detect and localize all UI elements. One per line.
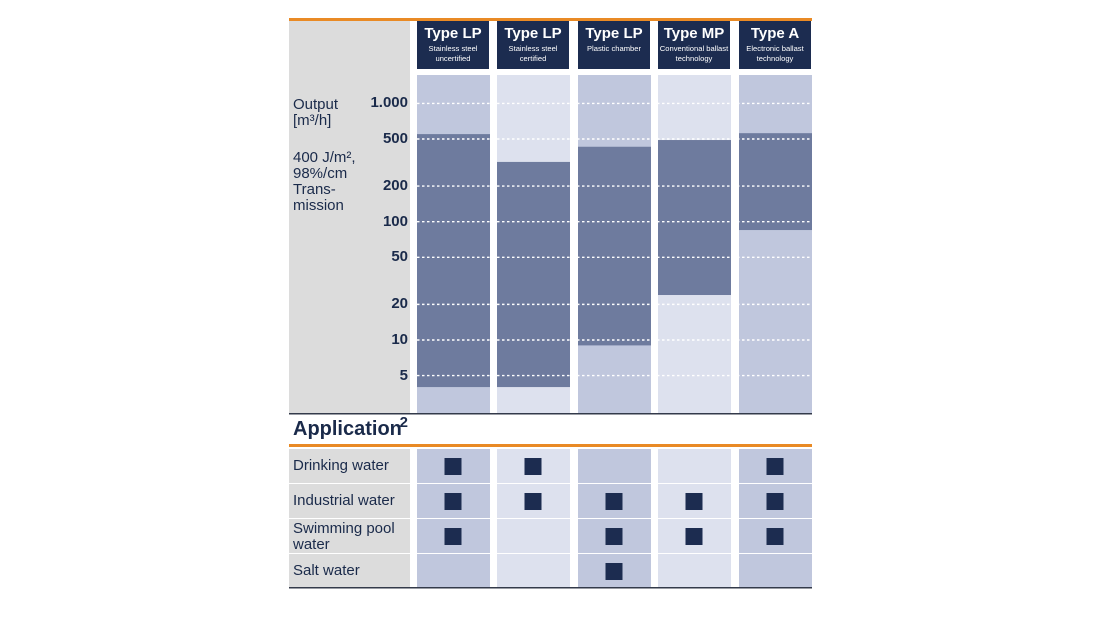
app-cell-bg-3-2 (497, 519, 570, 553)
application-accent-line (289, 444, 812, 447)
output-label (293, 97, 357, 129)
application-row-label: Industrial water (293, 492, 395, 509)
application-mark-4-3 (606, 563, 623, 580)
range-bar-4 (658, 140, 731, 295)
column-header-subtitle: Stainless steel uncertified (428, 44, 478, 63)
y-tick-label: 5 (399, 366, 408, 384)
column-bg-5 (739, 75, 812, 413)
condition-label-text: 400 J/m², 98%/cm Trans-mission (293, 149, 356, 214)
y-tick-label: 200 (382, 177, 408, 195)
column-header-subtitle: Electronic ballast technology (746, 44, 804, 63)
application-mark-3-4 (686, 528, 703, 545)
application-mark-2-2 (525, 493, 542, 510)
column-header-1 (417, 21, 489, 69)
column-header-subtitle: Plastic chamber (586, 44, 642, 53)
application-row-label: Salt water (293, 562, 360, 579)
column-header-type: Type A (750, 25, 800, 42)
column-header-3 (578, 21, 650, 69)
application-mark-3-5 (767, 528, 784, 545)
application-mark-2-1 (445, 493, 462, 510)
y-tick-label: 1.000 (370, 94, 408, 112)
y-tick-label: 10 (391, 330, 408, 348)
y-tick-label: 20 (391, 295, 408, 313)
app-cell-bg-4-1 (417, 554, 490, 588)
app-cell-bg-4-4 (658, 554, 731, 588)
y-tick-label: 100 (382, 212, 408, 230)
application-mark-1-1 (445, 458, 462, 475)
column-header-subtitle: Stainless steel certified (508, 44, 558, 63)
range-bar-1 (417, 134, 490, 387)
application-mark-2-3 (606, 493, 623, 510)
application-title: Application (293, 418, 402, 440)
column-header-type: Type LP (585, 25, 643, 42)
column-header-2 (497, 21, 569, 69)
y-tick-label: 50 (391, 248, 408, 266)
column-header-5 (739, 21, 811, 69)
condition-label (293, 150, 359, 214)
y-tick-label: 2 (399, 413, 408, 431)
y-tick-label: 500 (382, 130, 408, 147)
application-mark-3-1 (445, 528, 462, 545)
range-bar-3 (578, 147, 651, 346)
table-bottom-line (289, 587, 812, 589)
application-row-label: Drinking water (293, 457, 389, 474)
column-header-type: Type MP (663, 25, 725, 42)
app-cell-bg-4-2 (497, 554, 570, 588)
application-mark-1-2 (525, 458, 542, 475)
application-mark-2-5 (767, 493, 784, 510)
column-header-subtitle: Conventional ballast technology (659, 44, 729, 63)
output-label-text: Output [m³/h] (293, 96, 339, 129)
application-row-label: Swimming pool water (293, 520, 395, 553)
column-header-type: Type LP (504, 25, 562, 42)
app-cell-bg-4-5 (739, 554, 812, 588)
application-mark-2-4 (686, 493, 703, 510)
application-mark-3-3 (606, 528, 623, 545)
range-bar-2 (497, 162, 570, 387)
app-cell-bg-1-3 (578, 449, 651, 483)
column-header-type: Type LP (424, 25, 482, 42)
range-bar-5 (739, 133, 812, 230)
application-mark-1-5 (767, 458, 784, 475)
app-cell-bg-1-4 (658, 449, 731, 483)
column-header-4 (658, 21, 730, 69)
